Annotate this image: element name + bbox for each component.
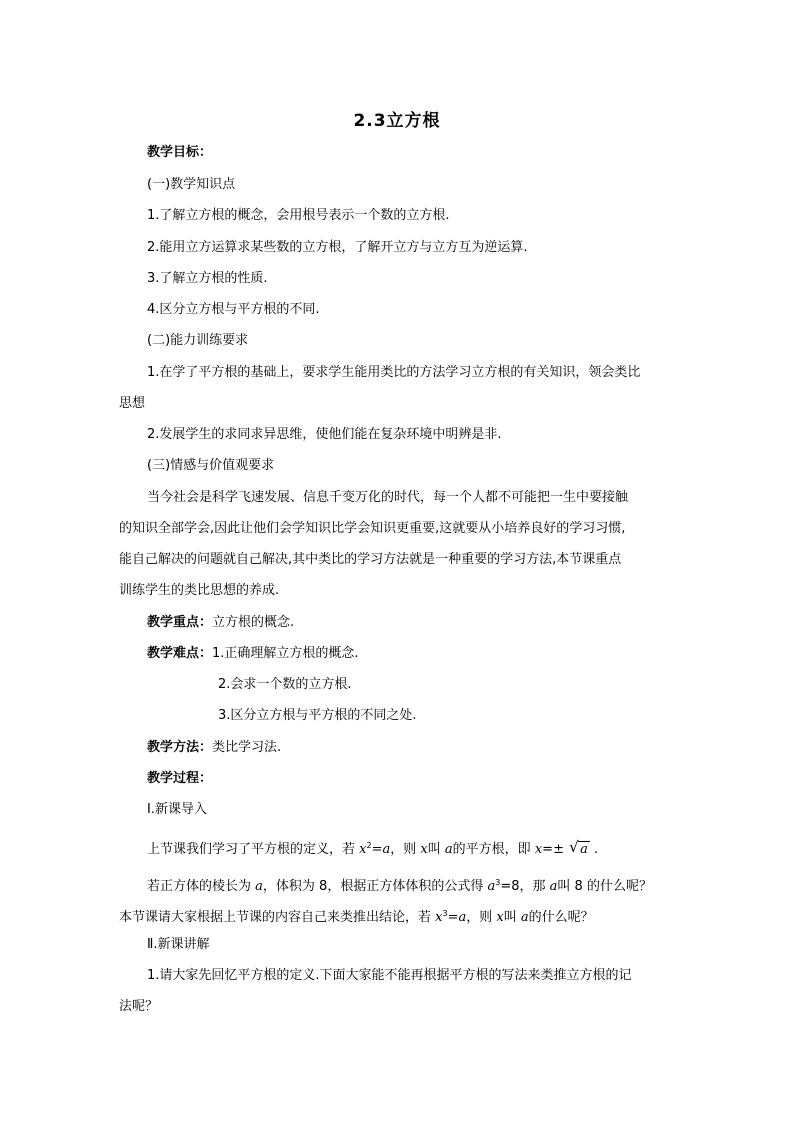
difficulty-item: 2.会求一个数的立方根. xyxy=(218,677,352,692)
text-run: =± xyxy=(542,842,564,857)
text-run: =8，那 xyxy=(500,879,546,894)
math-var: x xyxy=(420,842,428,857)
math-expr: =a xyxy=(371,842,391,857)
text-run: . xyxy=(594,842,599,857)
text-run: 的什么呢？ xyxy=(528,910,594,925)
method-text: 类比学习法. xyxy=(212,740,282,755)
method xyxy=(147,739,281,757)
text-run: 叫 xyxy=(503,910,517,925)
section2-paragraph-line: 1.请大家先回忆平方根的定义.下面大家能不能再根据平方根的写法来类推立方根的记 xyxy=(147,968,632,983)
knowledge-item: 3.了解立方根的性质. xyxy=(147,271,268,286)
difficulty-label: 教学难点： xyxy=(147,646,213,661)
text-run: 叫 8 的什么呢？ xyxy=(557,879,652,894)
square-root-expression xyxy=(569,838,590,859)
text-run: 叫 xyxy=(427,842,441,857)
section2-paragraph-line: 法呢？ xyxy=(119,999,159,1014)
section2-heading: Ⅱ.新课讲解 xyxy=(147,937,210,952)
math-var: a xyxy=(444,842,453,857)
math-var: a xyxy=(255,879,263,894)
ability-heading: (二)能力训练要求 xyxy=(147,333,249,348)
intro-paragraph-2-line-2 xyxy=(119,905,594,927)
difficulty xyxy=(147,645,359,663)
objectives-heading: 教学目标： xyxy=(147,145,213,160)
math-exponent: 3 xyxy=(442,909,448,918)
math-var: x xyxy=(496,910,504,925)
knowledge-item: 4.区分立方根与平方根的不同. xyxy=(147,302,320,317)
ability-item: 2.发展学生的求同求异思维，使他们能在复杂环境中明辨是非. xyxy=(147,427,502,442)
radicand: a xyxy=(580,842,588,857)
emotion-paragraph-line: 的知识全部学会,因此让他们会学知识比学会知识更重要,这就要从小培养良好的学习习惯, xyxy=(119,521,626,536)
text-run: 的平方根，即 xyxy=(452,842,531,857)
process-heading: 教学过程： xyxy=(147,771,213,786)
key-point xyxy=(147,614,294,632)
emotion-paragraph-line: 当今社会是科学飞速发展、信息千变万化的时代，每一个人都不可能把一生中要接触 xyxy=(147,490,629,505)
emotion-heading: (三)情感与价值观要求 xyxy=(147,458,275,473)
text-run: 上节课我们学习了平方根的定义，若 xyxy=(147,842,356,857)
text-run: 若正方体的棱长为 xyxy=(147,879,252,894)
emotion-paragraph-line: 能自己解决的问题就自己解决,其中类比的学习方法就是一种重要的学习方法,本节课重点 xyxy=(119,552,622,567)
page-title: 2.3立方根 xyxy=(353,111,441,131)
knowledge-heading: (一)教学知识点 xyxy=(147,177,236,192)
math-var: a xyxy=(520,910,529,925)
math-exponent: 3 xyxy=(495,878,501,887)
math-var: x xyxy=(534,842,543,857)
emotion-paragraph-line: 训练学生的类比思想的养成. xyxy=(119,583,280,598)
math-expr: =a xyxy=(447,910,467,925)
text-run: ，则 xyxy=(466,910,493,925)
method-label: 教学方法： xyxy=(147,740,213,755)
math-var: x xyxy=(359,842,367,857)
difficulty-item: 3.区分立方根与平方根的不同之处. xyxy=(218,708,417,723)
knowledge-item: 2.能用立方运算求某些数的立方根，了解开立方与立方互为逆运算. xyxy=(147,240,528,255)
section1-heading: Ⅰ.新课导入 xyxy=(147,802,207,817)
math-var: a xyxy=(487,879,496,894)
text-run: 本节课请大家根据上节课的内容自己来类推出结论，若 xyxy=(119,910,432,925)
difficulty-item: 1.正确理解立方根的概念. xyxy=(212,646,359,661)
intro-paragraph-1 xyxy=(147,837,598,859)
intro-paragraph-2-line-1 xyxy=(147,874,652,896)
key-point-label: 教学重点： xyxy=(147,615,213,630)
key-point-text: 立方根的概念. xyxy=(212,615,295,630)
text-run: ，体积为 8，根据正方体体积的公式得 xyxy=(262,879,484,894)
radical-sign-icon: √ xyxy=(569,838,579,856)
ability-item-continuation: 思想 xyxy=(119,396,146,411)
knowledge-item: 1.了解立方根的概念，会用根号表示一个数的立方根. xyxy=(147,208,450,223)
math-var: x xyxy=(435,910,443,925)
text-run: ，则 xyxy=(390,842,417,857)
ability-item: 1.在学了平方根的基础上，要求学生能用类比的方法学习立方根的有关知识，领会类比 xyxy=(147,365,641,380)
math-var: a xyxy=(549,879,558,894)
math-exponent: 2 xyxy=(366,841,372,850)
